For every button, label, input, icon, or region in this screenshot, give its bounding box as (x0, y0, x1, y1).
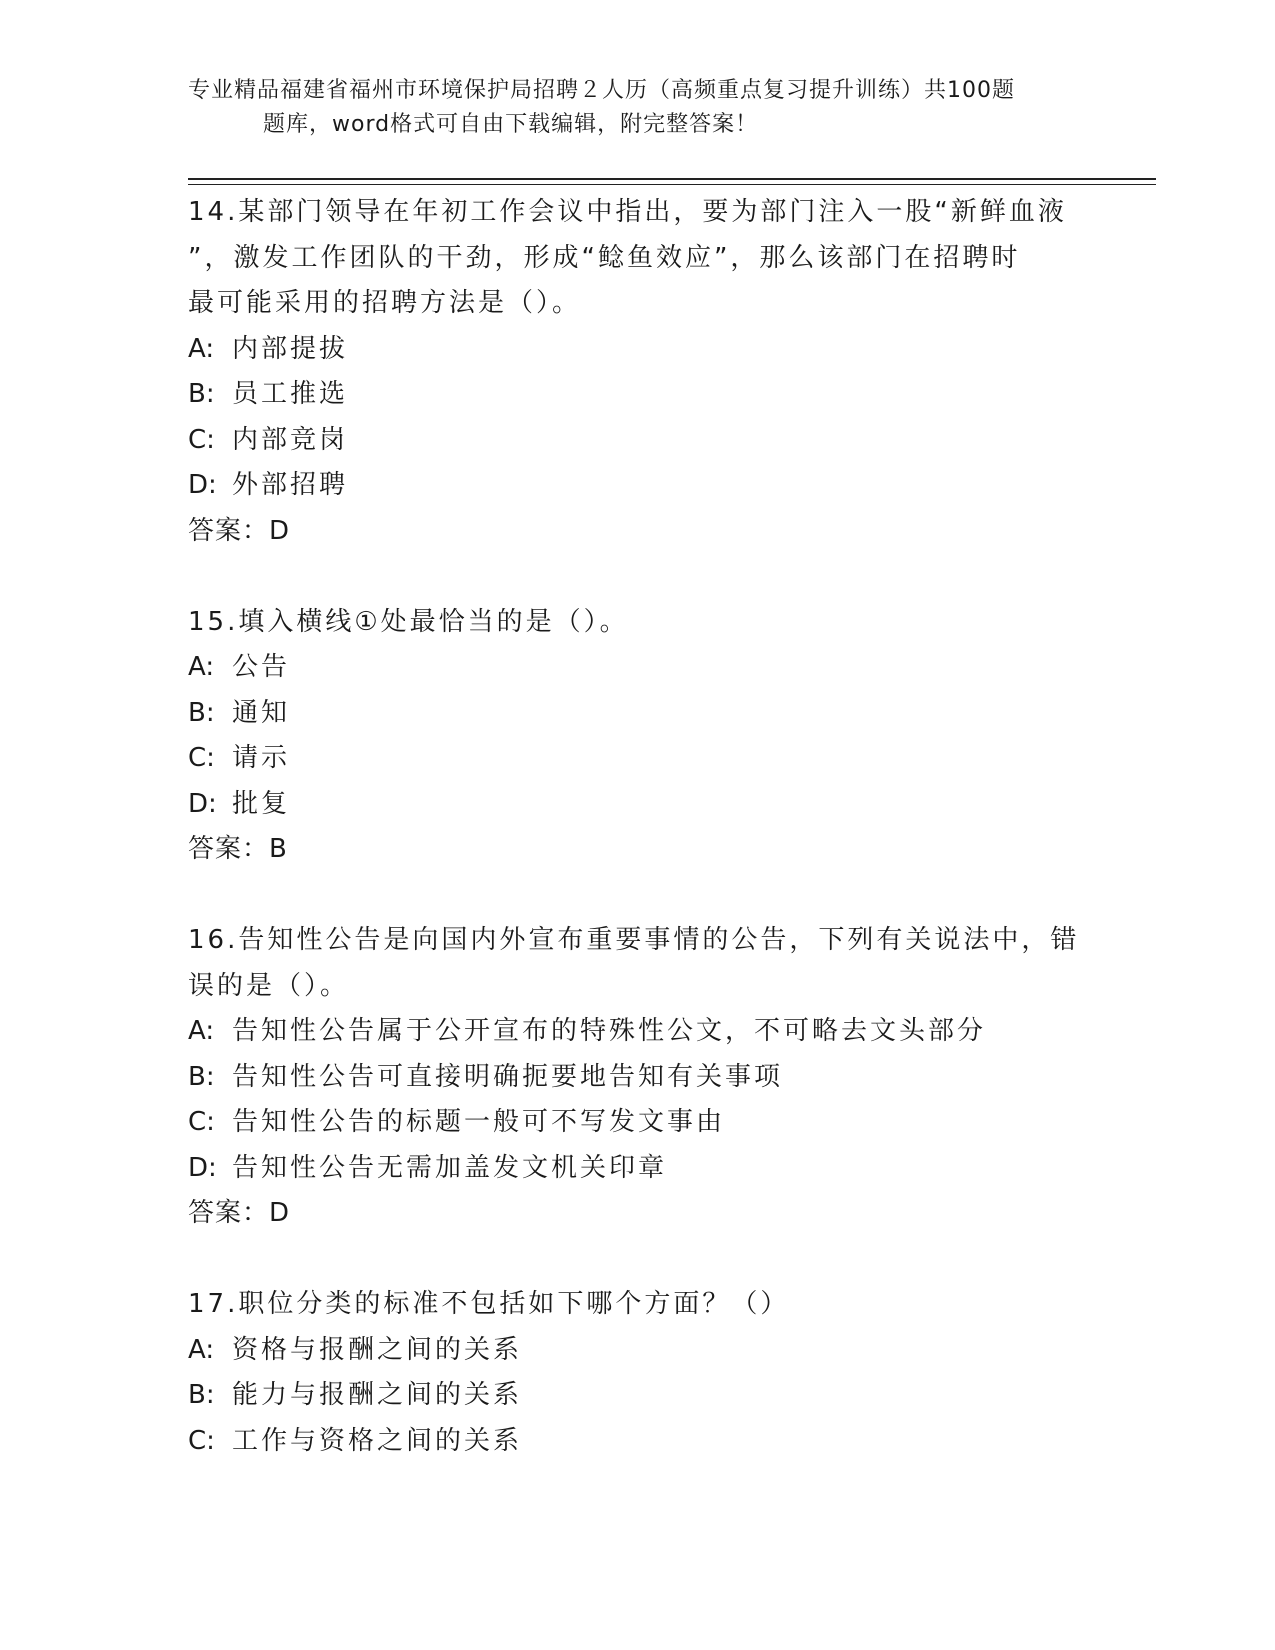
option-text: 能力与报酬之间的关系 (232, 1380, 523, 1410)
option-c (188, 1419, 1088, 1465)
option-label: C: (188, 743, 215, 773)
option-text: 资格与报酬之间的关系 (232, 1334, 523, 1365)
question-stem-line: 最可能采用的招聘方法是（）。 (188, 288, 582, 318)
question-list (188, 190, 1088, 1464)
answer-line: 答案：D (188, 1198, 291, 1228)
option-label: B: (188, 697, 215, 728)
header-divider-thick (188, 178, 1156, 180)
question-16 (188, 918, 1088, 1237)
option-b (188, 1373, 1088, 1419)
option-a (188, 1009, 1088, 1055)
answer-line: 答案：D (188, 515, 291, 546)
option-c (188, 736, 1088, 782)
option-d (188, 1146, 1088, 1192)
option-text: 告知性公告的标题一般可不写发文事由 (232, 1107, 726, 1137)
option-label: D: (188, 788, 217, 819)
option-text: 告知性公告可直接明确扼要地告知有关事项 (232, 1061, 784, 1092)
document-header (188, 74, 1088, 142)
question-15 (188, 600, 1088, 873)
option-label: A: (188, 333, 215, 364)
option-d (188, 782, 1088, 828)
option-label: B: (188, 1061, 215, 1092)
question-stem (188, 918, 1088, 1009)
question-stem-line: 14.某部门领导在年初工作会议中指出，要为部门注入一股“新鲜血液 (188, 197, 1067, 227)
option-label: A: (188, 652, 215, 682)
question-stem (188, 190, 1088, 327)
option-text: 工作与资格之间的关系 (232, 1425, 523, 1456)
option-c (188, 418, 1088, 464)
header-line-1: 专业精品福建省福州市环境保护局招聘２人历（高频重点复习提升训练）共100题 (188, 78, 1015, 103)
question-17 (188, 1282, 1088, 1464)
option-text: 批复 (232, 788, 291, 819)
option-d (188, 463, 1088, 509)
option-label: D: (188, 1152, 217, 1183)
option-label: B: (188, 379, 215, 409)
question-stem-line: 16.告知性公告是向国内外宣布重要事情的公告，下列有关说法中，错 (188, 925, 1080, 955)
option-text: 公告 (232, 652, 291, 682)
option-text: 告知性公告无需加盖发文机关印章 (232, 1152, 668, 1183)
option-c (188, 1100, 1088, 1146)
option-b (188, 691, 1088, 737)
option-text: 请示 (232, 743, 291, 773)
option-a (188, 327, 1088, 373)
option-text: 通知 (232, 697, 291, 728)
question-stem-line: 17.职位分类的标准不包括如下哪个方面？（） (188, 1289, 790, 1319)
option-text: 告知性公告属于公开宣布的特殊性公文，不可略去文头部分 (232, 1016, 987, 1046)
option-b (188, 1055, 1088, 1101)
question-stem-line: 误的是（）。 (188, 970, 350, 1001)
question-stem-line: 15.填入横线①处最恰当的是（）。 (188, 606, 629, 637)
option-label: A: (188, 1016, 215, 1046)
option-label: C: (188, 424, 215, 455)
option-label: A: (188, 1334, 215, 1365)
question-stem-line: ”，激发工作团队的干劲，形成“鲶鱼效应”，那么该部门在招聘时 (188, 242, 1021, 273)
option-label: C: (188, 1425, 215, 1456)
question-14 (188, 190, 1088, 554)
option-label: C: (188, 1107, 215, 1137)
option-text: 内部竞岗 (232, 424, 349, 455)
header-line-2: 题库，word格式可自由下载编辑，附完整答案！ (263, 112, 759, 137)
option-b (188, 372, 1088, 418)
option-text: 员工推选 (232, 379, 349, 409)
option-a (188, 645, 1088, 691)
answer-line: 答案：B (188, 834, 288, 864)
question-stem (188, 1282, 1088, 1328)
option-a (188, 1328, 1088, 1374)
option-label: B: (188, 1380, 215, 1410)
option-label: D: (188, 470, 217, 500)
option-text: 外部招聘 (232, 470, 349, 500)
header-divider-thin (188, 184, 1156, 185)
question-stem (188, 600, 1088, 646)
option-text: 内部提拔 (232, 333, 349, 364)
